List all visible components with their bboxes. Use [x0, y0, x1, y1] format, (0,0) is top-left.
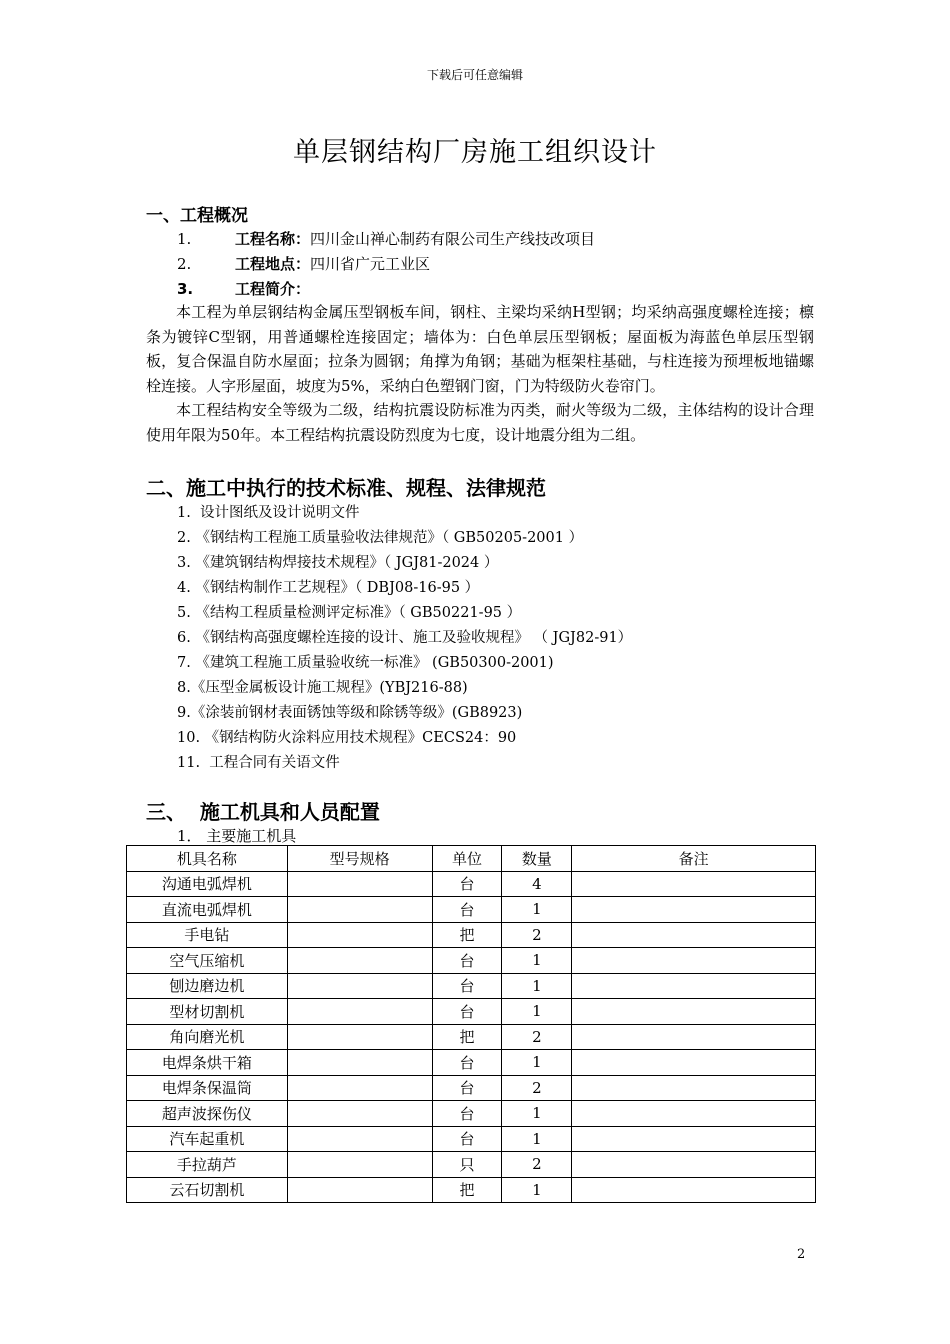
- item-label: 工程简介：: [235, 280, 311, 298]
- table-cell: 云石切割机: [127, 1177, 288, 1203]
- table-cell: [572, 999, 816, 1025]
- table-row: [127, 871, 816, 897]
- table-cell: 1: [502, 1177, 572, 1203]
- table-cell: 1: [502, 1126, 572, 1152]
- table-cell: [287, 1024, 432, 1050]
- table-cell: [287, 999, 432, 1025]
- header-cell: 数量: [502, 846, 572, 872]
- table-cell: 台: [432, 999, 502, 1025]
- table-cell: 直流电弧焊机: [127, 897, 288, 923]
- table-row: [127, 1024, 816, 1050]
- header-cell: 备注: [572, 846, 816, 872]
- table-cell: 台: [432, 948, 502, 974]
- table-cell: 1: [502, 948, 572, 974]
- table-row: [127, 1177, 816, 1203]
- table-cell: [287, 1050, 432, 1076]
- item-label: 工程地点：: [235, 255, 311, 273]
- standard-item: 4. 《钢结构制作工艺规程》（ DBJ08-16-95 ）: [177, 580, 480, 596]
- table-cell: 台: [432, 1126, 502, 1152]
- header-cell: 机具名称: [127, 846, 288, 872]
- table-cell: [572, 973, 816, 999]
- table-cell: 刨边磨边机: [127, 973, 288, 999]
- intro-paragraph: 本工程结构安全等级为二级，结构抗震设防标准为丙类，耐火等级为二级，主体结构的设计合理使用年限为50年。本工程结构抗震设防烈度为七度，设计地震分组为二组。: [146, 401, 814, 444]
- table-cell: [287, 1177, 432, 1203]
- table-cell: [572, 1075, 816, 1101]
- section3-heading: 三、 施工机具和人员配置: [146, 800, 380, 824]
- table-row: [127, 1075, 816, 1101]
- overview-item-location: [177, 253, 430, 274]
- table-cell: 把: [432, 922, 502, 948]
- table-cell: 沟通电弧焊机: [127, 871, 288, 897]
- section2-heading: 二、施工中执行的技术标准、规程、法律规范: [146, 476, 546, 500]
- table-cell: [572, 1024, 816, 1050]
- table-cell: 手拉葫芦: [127, 1152, 288, 1178]
- header-cell: 型号规格: [287, 846, 432, 872]
- table-cell: [287, 1075, 432, 1101]
- table-header-row: [127, 846, 816, 872]
- table-cell: 汽车起重机: [127, 1126, 288, 1152]
- section1-heading: 一、工程概况: [146, 206, 248, 226]
- standard-item: 5. 《结构工程质量检测评定标准》（ GB50221-95 ）: [177, 605, 522, 621]
- table-cell: 1: [502, 1101, 572, 1127]
- table-cell: 台: [432, 1101, 502, 1127]
- table-row: [127, 948, 816, 974]
- table-cell: 把: [432, 1177, 502, 1203]
- header-cell: 单位: [432, 846, 502, 872]
- equipment-table: [126, 845, 816, 1203]
- standard-item: 2. 《钢结构工程施工质量验收法律规范》（ GB50205-2001 ）: [177, 530, 584, 546]
- table-cell: [287, 922, 432, 948]
- item-label: 工程名称：: [235, 230, 311, 248]
- table-cell: [572, 1101, 816, 1127]
- standard-item: 8.《压型金属板设计施工规程》(YBJ216-88): [177, 680, 468, 696]
- page-header: 下载后可任意编辑: [426, 68, 523, 82]
- item-number: 1.: [177, 230, 192, 248]
- table-cell: 1: [502, 999, 572, 1025]
- table-cell: 4: [502, 871, 572, 897]
- table-row: [127, 973, 816, 999]
- item-value: 四川金山禅心制药有限公司生产线技改项目: [310, 230, 596, 248]
- table-cell: [287, 1101, 432, 1127]
- table-cell: [287, 1126, 432, 1152]
- page-number: 2: [797, 1247, 806, 1262]
- standard-item: 3. 《建筑钢结构焊接技术规程》（ JGJ81-2024 ）: [177, 555, 499, 571]
- table-cell: [572, 871, 816, 897]
- table-cell: [287, 897, 432, 923]
- table-cell: 只: [432, 1152, 502, 1178]
- table-cell: 超声波探伤仪: [127, 1101, 288, 1127]
- standard-item: 7. 《建筑工程施工质量验收统一标准》 (GB50300-2001): [177, 655, 554, 671]
- table-cell: 2: [502, 1024, 572, 1050]
- table-cell: 2: [502, 1075, 572, 1101]
- overview-item-name: [177, 228, 595, 249]
- table-cell: [287, 948, 432, 974]
- table-cell: 1: [502, 973, 572, 999]
- item-value: 四川省广元工业区: [310, 255, 431, 273]
- standard-item: 11. 工程合同有关语文件: [177, 755, 340, 771]
- table-row: [127, 897, 816, 923]
- table-cell: 台: [432, 973, 502, 999]
- table-cell: 台: [432, 1075, 502, 1101]
- table-cell: 把: [432, 1024, 502, 1050]
- overview-item-intro: [177, 278, 310, 299]
- table-cell: 电焊条烘干箱: [127, 1050, 288, 1076]
- table-cell: [572, 1177, 816, 1203]
- table-cell: 台: [432, 897, 502, 923]
- table-cell: 1: [502, 1050, 572, 1076]
- table-row: [127, 1101, 816, 1127]
- table-cell: 台: [432, 871, 502, 897]
- intro-paragraph: 本工程为单层钢结构金属压型钢板车间，钢柱、主梁均采纳H型钢；均采纳高强度螺栓连接；檩条为镀锌C型钢，用普通螺栓连接固定；墙体为：白色单层压型钢板；屋面板为海蓝色单层压型钢板，复合保温自防水屋面；拉条为圆钢；角撑为角钢；基础为框架柱基础，与柱连接为预埋板地锚螺栓连接。人字形屋面，坡度为5%，采纳白色塑钢门窗，门为特级防火卷帘门。: [146, 303, 814, 395]
- table-row: [127, 1050, 816, 1076]
- table-cell: [287, 973, 432, 999]
- standard-item: 1. 设计图纸及设计说明文件: [177, 505, 360, 521]
- table-cell: 型材切割机: [127, 999, 288, 1025]
- table-cell: 1: [502, 897, 572, 923]
- table-cell: [572, 1152, 816, 1178]
- table-cell: [572, 1126, 816, 1152]
- table-cell: [287, 871, 432, 897]
- table-cell: 台: [432, 1050, 502, 1076]
- section3-subheading: 1． 主要施工机具: [177, 827, 297, 845]
- table-cell: [572, 1050, 816, 1076]
- table-row: [127, 922, 816, 948]
- table-row: [127, 999, 816, 1025]
- table-cell: 电焊条保温筒: [127, 1075, 288, 1101]
- table-cell: 2: [502, 1152, 572, 1178]
- standard-item: 6. 《钢结构高强度螺栓连接的设计、施工及验收规程》 （ JGJ82-91）: [177, 630, 633, 646]
- document-title: 单层钢结构厂房施工组织设计: [293, 137, 657, 168]
- table-cell: 2: [502, 922, 572, 948]
- table-row: [127, 1126, 816, 1152]
- table-cell: [287, 1152, 432, 1178]
- intro-paragraphs: [146, 300, 814, 448]
- table-cell: [572, 922, 816, 948]
- standard-item: 9.《涂装前钢材表面锈蚀等级和除锈等级》(GB8923): [177, 705, 523, 721]
- table-cell: 角向磨光机: [127, 1024, 288, 1050]
- item-number: 2.: [177, 255, 192, 273]
- table-cell: 手电钻: [127, 922, 288, 948]
- table-cell: [572, 948, 816, 974]
- item-number: 3.: [177, 280, 194, 298]
- table-row: [127, 1152, 816, 1178]
- table-cell: [572, 897, 816, 923]
- standard-item: 10. 《钢结构防火涂料应用技术规程》CECS24：90: [177, 730, 517, 746]
- table-cell: 空气压缩机: [127, 948, 288, 974]
